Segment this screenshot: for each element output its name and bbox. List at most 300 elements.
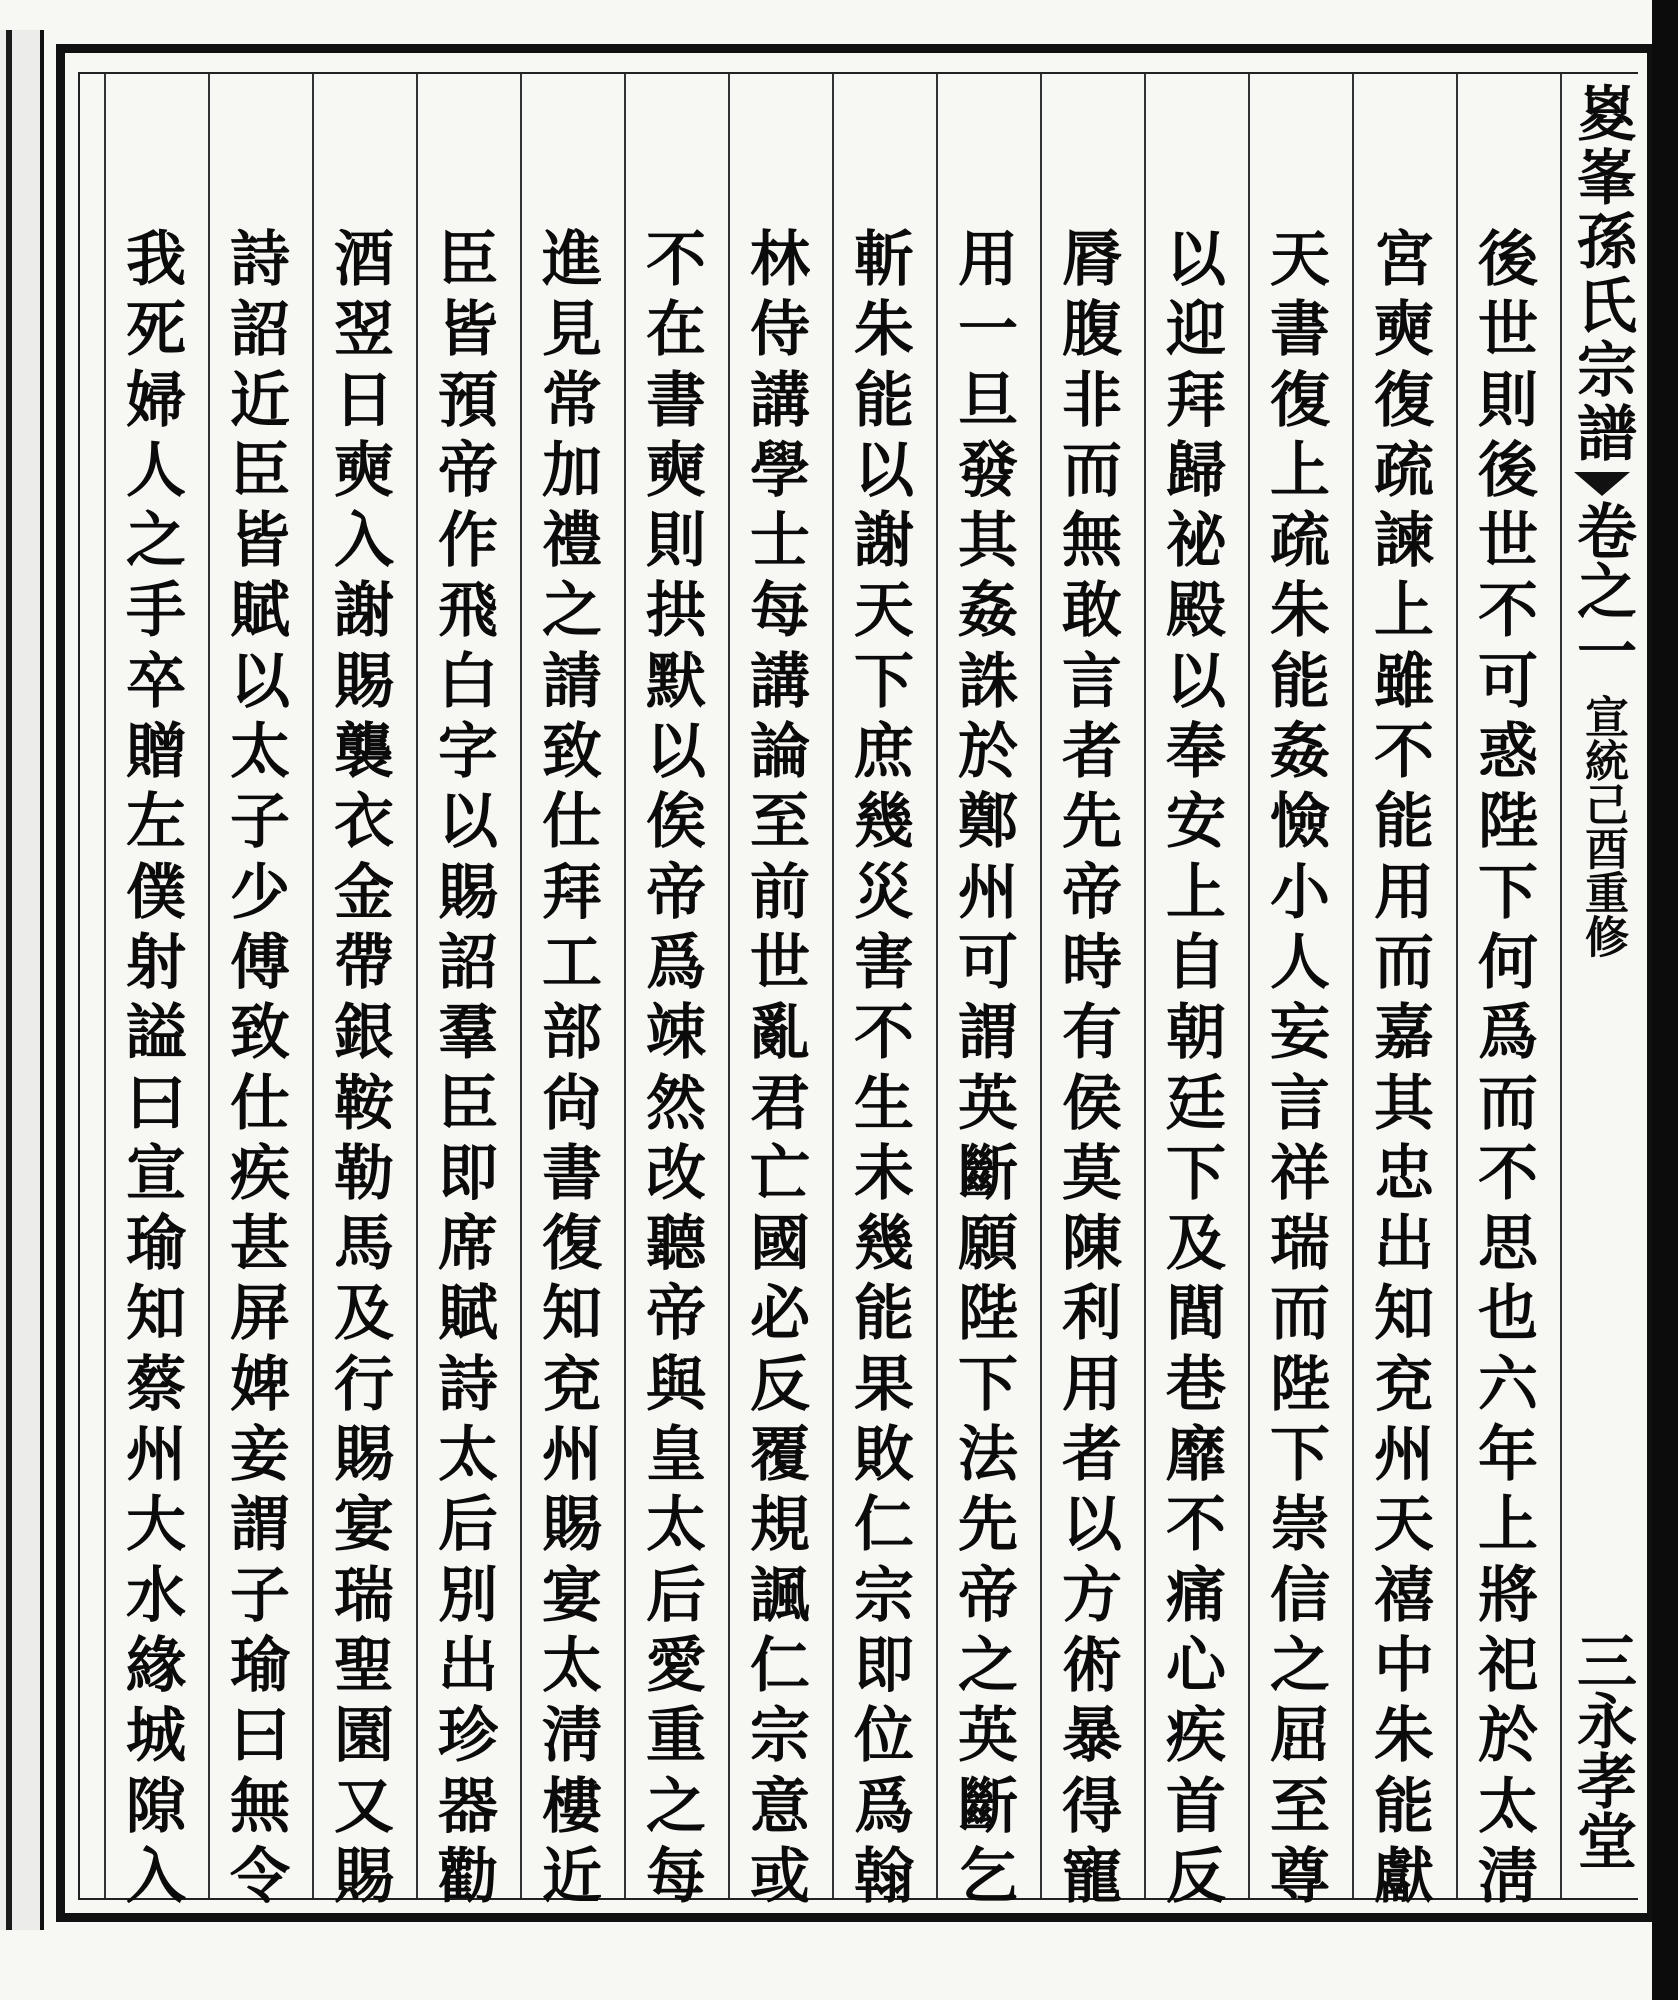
glyph: 以: [438, 787, 498, 858]
glyph: 令: [230, 1841, 290, 1912]
glyph: 之: [126, 506, 186, 577]
glyph: 帝: [958, 1560, 1018, 1631]
glyph: 利: [1062, 1279, 1122, 1350]
glyph: 臣: [230, 435, 290, 506]
glyph: 不: [1478, 576, 1538, 647]
glyph: 隙: [126, 1771, 186, 1842]
glyph: 世: [1478, 506, 1538, 577]
glyph: 天: [1270, 225, 1330, 295]
glyph: 僕: [126, 857, 186, 928]
glyph: 太: [1478, 1771, 1538, 1842]
glyph: 州: [542, 1420, 602, 1491]
glyph: 行: [334, 1349, 394, 1420]
glyph: 賜: [334, 1420, 394, 1491]
glyph: 祀: [1478, 1630, 1538, 1701]
glyph: 復: [1374, 365, 1434, 436]
glyph: 珍: [438, 1701, 498, 1772]
glyph: 即: [438, 1138, 498, 1209]
glyph: 信: [1270, 1560, 1330, 1631]
glyph: 英: [958, 1068, 1018, 1139]
glyph: 帝: [438, 435, 498, 506]
glyph: 白: [438, 646, 498, 717]
glyph: 屈: [1270, 1701, 1330, 1772]
glyph: 能: [854, 365, 914, 436]
glyph: 入: [126, 1841, 186, 1912]
glyph: 翰: [854, 1841, 914, 1912]
glyph: 士: [750, 506, 810, 577]
glyph: 自: [1166, 927, 1226, 998]
glyph: 樓: [542, 1771, 602, 1842]
glyph: 人: [1270, 927, 1330, 998]
glyph: 謚: [126, 998, 186, 1069]
glyph: 以: [1166, 225, 1226, 295]
glyph: 生: [854, 1068, 914, 1139]
column-rule: [1144, 74, 1146, 1898]
column-rule: [1352, 74, 1354, 1898]
glyph: 州: [126, 1420, 186, 1491]
glyph: 姦: [958, 576, 1018, 647]
glyph: 祥: [1270, 1138, 1330, 1209]
glyph: 安: [1166, 787, 1226, 858]
glyph: 致: [230, 998, 290, 1069]
glyph: 意: [750, 1771, 810, 1842]
glyph: 殿: [1166, 576, 1226, 647]
glyph: 宣: [126, 1138, 186, 1209]
glyph: 痛: [1166, 1560, 1226, 1631]
glyph: 賜: [542, 1490, 602, 1561]
glyph: 謝: [854, 506, 914, 577]
glyph: 婢: [230, 1349, 290, 1420]
binding-edge: [0, 30, 44, 1930]
glyph: 講: [750, 365, 810, 436]
glyph: 於: [1478, 1701, 1538, 1772]
glyph: 淸: [542, 1701, 602, 1772]
glyph: 聽: [646, 1209, 706, 1280]
glyph: 可: [958, 927, 1018, 998]
glyph: 又: [334, 1771, 394, 1842]
glyph: 人: [126, 435, 186, 506]
glyph: 前: [750, 857, 810, 928]
glyph: 部: [542, 998, 602, 1069]
glyph: 致: [542, 717, 602, 788]
glyph: 后: [438, 1490, 498, 1561]
glyph: 尊: [1270, 1841, 1330, 1912]
glyph: 翌: [334, 295, 394, 366]
glyph: 瑜: [230, 1630, 290, 1701]
text-column: [732, 225, 828, 1912]
glyph: 者: [1062, 717, 1122, 788]
glyph: 陛: [958, 1279, 1018, 1350]
glyph: 仕: [230, 1068, 290, 1139]
text-column: [940, 225, 1036, 1912]
glyph: 預: [438, 365, 498, 436]
glyph: 死: [126, 295, 186, 366]
glyph: 太: [438, 1420, 498, 1491]
glyph: 臣: [438, 1068, 498, 1139]
glyph: 我: [126, 225, 186, 295]
glyph: 衣: [334, 787, 394, 858]
glyph: 必: [750, 1279, 810, 1350]
glyph: 瑜: [126, 1209, 186, 1280]
glyph: 閭: [1166, 1279, 1226, 1350]
glyph: 先: [958, 1490, 1018, 1561]
glyph: 竦: [646, 998, 706, 1069]
glyph: 巷: [1166, 1349, 1226, 1420]
glyph: 發: [958, 435, 1018, 506]
glyph: 雖: [1374, 646, 1434, 717]
glyph: 奭: [334, 435, 394, 506]
glyph: 疾: [1166, 1701, 1226, 1772]
glyph: 大: [126, 1490, 186, 1561]
glyph: 上: [1270, 435, 1330, 506]
glyph: 近: [230, 365, 290, 436]
glyph: 別: [438, 1560, 498, 1631]
glyph: 法: [958, 1420, 1018, 1491]
glyph: 聖: [334, 1630, 394, 1701]
fish-tail-mark: [1574, 472, 1630, 496]
glyph: 出: [438, 1630, 498, 1701]
glyph: 知: [126, 1279, 186, 1350]
glyph: 每: [750, 576, 810, 647]
glyph: 甚: [230, 1209, 290, 1280]
glyph: 諷: [750, 1560, 810, 1631]
glyph: 能: [1270, 646, 1330, 717]
column-rule: [832, 74, 834, 1898]
glyph: 將: [1478, 1560, 1538, 1631]
glyph: 以: [646, 717, 706, 788]
glyph: 拱: [646, 576, 706, 647]
glyph: 旦: [958, 365, 1018, 436]
glyph: 手: [126, 576, 186, 647]
glyph: 天: [1374, 1490, 1434, 1561]
glyph: 敗: [854, 1420, 914, 1491]
glyph: 書: [542, 1138, 602, 1209]
glyph: 襲: [334, 717, 394, 788]
glyph: 曰: [126, 1068, 186, 1139]
column-rule: [416, 74, 418, 1898]
glyph: 無: [1062, 506, 1122, 577]
glyph: 進: [542, 225, 602, 295]
glyph: 賜: [334, 646, 394, 717]
glyph: 反: [750, 1349, 810, 1420]
glyph: 每: [646, 1841, 706, 1912]
glyph: 宗: [750, 1701, 810, 1772]
glyph: 書: [646, 365, 706, 436]
glyph: 太: [542, 1630, 602, 1701]
glyph: 帝: [1062, 857, 1122, 928]
glyph: 君: [750, 1068, 810, 1139]
glyph: 年: [1478, 1420, 1538, 1491]
glyph: 左: [126, 787, 186, 858]
glyph: 而: [1478, 1068, 1538, 1139]
glyph: 陛: [1270, 1349, 1330, 1420]
glyph: 幾: [854, 1209, 914, 1280]
glyph: 入: [334, 506, 394, 577]
glyph: 至: [1270, 1771, 1330, 1842]
glyph: 以: [1166, 646, 1226, 717]
glyph: 爲: [854, 1771, 914, 1842]
glyph: 不: [1166, 1490, 1226, 1561]
column-rule: [312, 74, 314, 1898]
glyph: 請: [542, 646, 602, 717]
glyph: 謂: [230, 1490, 290, 1561]
glyph: 爲: [646, 927, 706, 998]
glyph: 詩: [230, 225, 290, 295]
glyph: 加: [542, 435, 602, 506]
glyph: 仁: [750, 1630, 810, 1701]
glyph: 惑: [1478, 717, 1538, 788]
glyph: 勒: [334, 1138, 394, 1209]
text-column: [420, 225, 516, 1912]
glyph: 誅: [958, 646, 1018, 717]
glyph: 寵: [1062, 1841, 1122, 1912]
column-rule: [936, 74, 938, 1898]
glyph: 幾: [854, 787, 914, 858]
column-rule: [728, 74, 730, 1898]
glyph: 下: [1166, 1138, 1226, 1209]
glyph: 詔: [438, 927, 498, 998]
glyph: 有: [1062, 998, 1122, 1069]
column-rule: [1456, 74, 1458, 1898]
glyph: 而: [1270, 1279, 1330, 1350]
glyph: 禧: [1374, 1560, 1434, 1631]
glyph: 宮: [1374, 225, 1434, 295]
glyph: 朱: [1270, 576, 1330, 647]
glyph: 脣: [1062, 225, 1122, 295]
glyph: 之: [542, 576, 602, 647]
glyph: 奭: [1374, 295, 1434, 366]
glyph: 亡: [750, 1138, 810, 1209]
glyph: 仕: [542, 787, 602, 858]
glyph: 無: [230, 1771, 290, 1842]
glyph: 不: [1478, 1138, 1538, 1209]
glyph: 乞: [958, 1841, 1018, 1912]
glyph: 言: [1270, 1068, 1330, 1139]
text-column: [108, 225, 204, 1912]
glyph: 奉: [1166, 717, 1226, 788]
glyph: 下: [1478, 857, 1538, 928]
glyph: 屏: [230, 1279, 290, 1350]
glyph: 暴: [1062, 1701, 1122, 1772]
glyph: 宗: [854, 1560, 914, 1631]
glyph: 朱: [1374, 1701, 1434, 1772]
glyph: 改: [646, 1138, 706, 1209]
glyph: 然: [646, 1068, 706, 1139]
glyph: 及: [1166, 1209, 1226, 1280]
glyph: 用: [1374, 857, 1434, 928]
glyph: 州: [1374, 1420, 1434, 1491]
glyph: 字: [438, 717, 498, 788]
glyph: 州: [958, 857, 1018, 928]
glyph: 臣: [438, 225, 498, 295]
glyph: 陛: [1478, 787, 1538, 858]
glyph: 崇: [1270, 1490, 1330, 1561]
glyph: 不: [1374, 717, 1434, 788]
glyph: 帶: [334, 927, 394, 998]
glyph: 獻: [1374, 1841, 1434, 1912]
glyph: 能: [1374, 1771, 1434, 1842]
glyph: 用: [958, 225, 1018, 295]
glyph: 水: [126, 1560, 186, 1631]
glyph: 規: [750, 1490, 810, 1561]
glyph: 禮: [542, 506, 602, 577]
glyph: 反: [1166, 1841, 1226, 1912]
glyph: 日: [334, 365, 394, 436]
scan-edge: [1652, 0, 1678, 2000]
glyph: 鞍: [334, 1068, 394, 1139]
glyph: 瑞: [334, 1560, 394, 1631]
glyph: 首: [1166, 1771, 1226, 1842]
text-column: [1356, 225, 1452, 1912]
glyph: 與: [646, 1349, 706, 1420]
glyph: 歸: [1166, 435, 1226, 506]
glyph: 不: [646, 225, 706, 295]
glyph: 位: [854, 1701, 914, 1772]
glyph: 上: [1166, 857, 1226, 928]
glyph: 宴: [334, 1490, 394, 1561]
glyph: 愛: [646, 1630, 706, 1701]
glyph: 妄: [1270, 998, 1330, 1069]
column-rule: [624, 74, 626, 1898]
glyph: 侯: [1062, 1068, 1122, 1139]
glyph: 斬: [854, 225, 914, 295]
glyph: 皇: [646, 1420, 706, 1491]
glyph: 林: [750, 225, 810, 295]
glyph: 子: [230, 1560, 290, 1631]
glyph: 即: [854, 1630, 914, 1701]
glyph: 鄭: [958, 787, 1018, 858]
glyph: 皆: [438, 295, 498, 366]
glyph: 術: [1062, 1630, 1122, 1701]
glyph: 祕: [1166, 506, 1226, 577]
glyph: 帝: [646, 1279, 706, 1350]
glyph: 之: [646, 1771, 706, 1842]
glyph: 下: [958, 1349, 1018, 1420]
glyph: 復: [1270, 365, 1330, 436]
glyph: 兗: [1374, 1349, 1434, 1420]
glyph: 果: [854, 1349, 914, 1420]
folio-label: 三永孝堂: [1567, 1630, 1637, 1870]
glyph: 在: [646, 295, 706, 366]
volume-label: 卷之一: [1567, 500, 1637, 680]
glyph: 太: [230, 717, 290, 788]
glyph: 未: [854, 1138, 914, 1209]
glyph: 思: [1478, 1209, 1538, 1280]
glyph: 則: [1478, 365, 1538, 436]
glyph: 則: [646, 506, 706, 577]
glyph: 詩: [438, 1349, 498, 1420]
glyph: 席: [438, 1209, 498, 1280]
glyph: 賦: [438, 1279, 498, 1350]
glyph: 婦: [126, 365, 186, 436]
glyph: 而: [1062, 435, 1122, 506]
text-column: [316, 225, 412, 1912]
glyph: 詔: [230, 295, 290, 366]
text-column: [1148, 225, 1244, 1912]
glyph: 方: [1062, 1560, 1122, 1631]
glyph: 庶: [854, 717, 914, 788]
glyph: 帝: [646, 857, 706, 928]
glyph: 太: [646, 1490, 706, 1561]
glyph: 不: [854, 998, 914, 1069]
glyph: 賦: [230, 576, 290, 647]
glyph: 姦: [1270, 717, 1330, 788]
glyph: 疏: [1374, 435, 1434, 506]
glyph: 以: [230, 646, 290, 717]
glyph: 謝: [334, 576, 394, 647]
glyph: 國: [750, 1209, 810, 1280]
glyph: 斷: [958, 1138, 1018, 1209]
glyph: 者: [1062, 1420, 1122, 1491]
glyph: 能: [854, 1279, 914, 1350]
glyph: 下: [1270, 1420, 1330, 1491]
glyph: 一: [958, 295, 1018, 366]
glyph: 馬: [334, 1209, 394, 1280]
glyph: 英: [958, 1701, 1018, 1772]
glyph: 論: [750, 717, 810, 788]
book-title: 嵏峯孫氏宗譜: [1567, 82, 1637, 466]
glyph: 及: [334, 1279, 394, 1350]
glyph: 其: [1374, 1068, 1434, 1139]
glyph: 曰: [230, 1701, 290, 1772]
glyph: 射: [126, 927, 186, 998]
glyph: 心: [1166, 1630, 1226, 1701]
glyph: 小: [1270, 857, 1330, 928]
glyph: 謂: [958, 998, 1018, 1069]
text-column: [1044, 225, 1140, 1912]
glyph: 學: [750, 435, 810, 506]
glyph: 覆: [750, 1420, 810, 1491]
glyph: 天: [854, 576, 914, 647]
glyph: 言: [1062, 646, 1122, 717]
glyph: 以: [1062, 1490, 1122, 1561]
glyph: 知: [1374, 1279, 1434, 1350]
glyph: 災: [854, 857, 914, 928]
glyph: 緣: [126, 1630, 186, 1701]
glyph: 園: [334, 1701, 394, 1772]
glyph: 賜: [438, 857, 498, 928]
glyph: 書: [1270, 295, 1330, 366]
glyph: 腹: [1062, 295, 1122, 366]
glyph: 朝: [1166, 998, 1226, 1069]
glyph: 嘉: [1374, 998, 1434, 1069]
column-rule: [520, 74, 522, 1898]
glyph: 得: [1062, 1771, 1122, 1842]
glyph: 之: [958, 1630, 1018, 1701]
glyph: 銀: [334, 998, 394, 1069]
glyph: 賜: [334, 1841, 394, 1912]
glyph: 出: [1374, 1209, 1434, 1280]
column-rule: [1248, 74, 1250, 1898]
glyph: 諫: [1374, 506, 1434, 577]
glyph: 上: [1478, 1490, 1538, 1561]
column-rule: [104, 74, 106, 1898]
glyph: 默: [646, 646, 706, 717]
glyph: 其: [958, 506, 1018, 577]
text-column: [524, 225, 620, 1912]
glyph: 奭: [646, 435, 706, 506]
text-column: [1252, 225, 1348, 1912]
glyph: 先: [1062, 787, 1122, 858]
glyph: 俟: [646, 787, 706, 858]
glyph: 后: [646, 1560, 706, 1631]
glyph: 何: [1478, 927, 1538, 998]
glyph: 能: [1374, 787, 1434, 858]
glyph: 飛: [438, 576, 498, 647]
glyph: 朱: [854, 295, 914, 366]
glyph: 兗: [542, 1349, 602, 1420]
glyph: 侍: [750, 295, 810, 366]
